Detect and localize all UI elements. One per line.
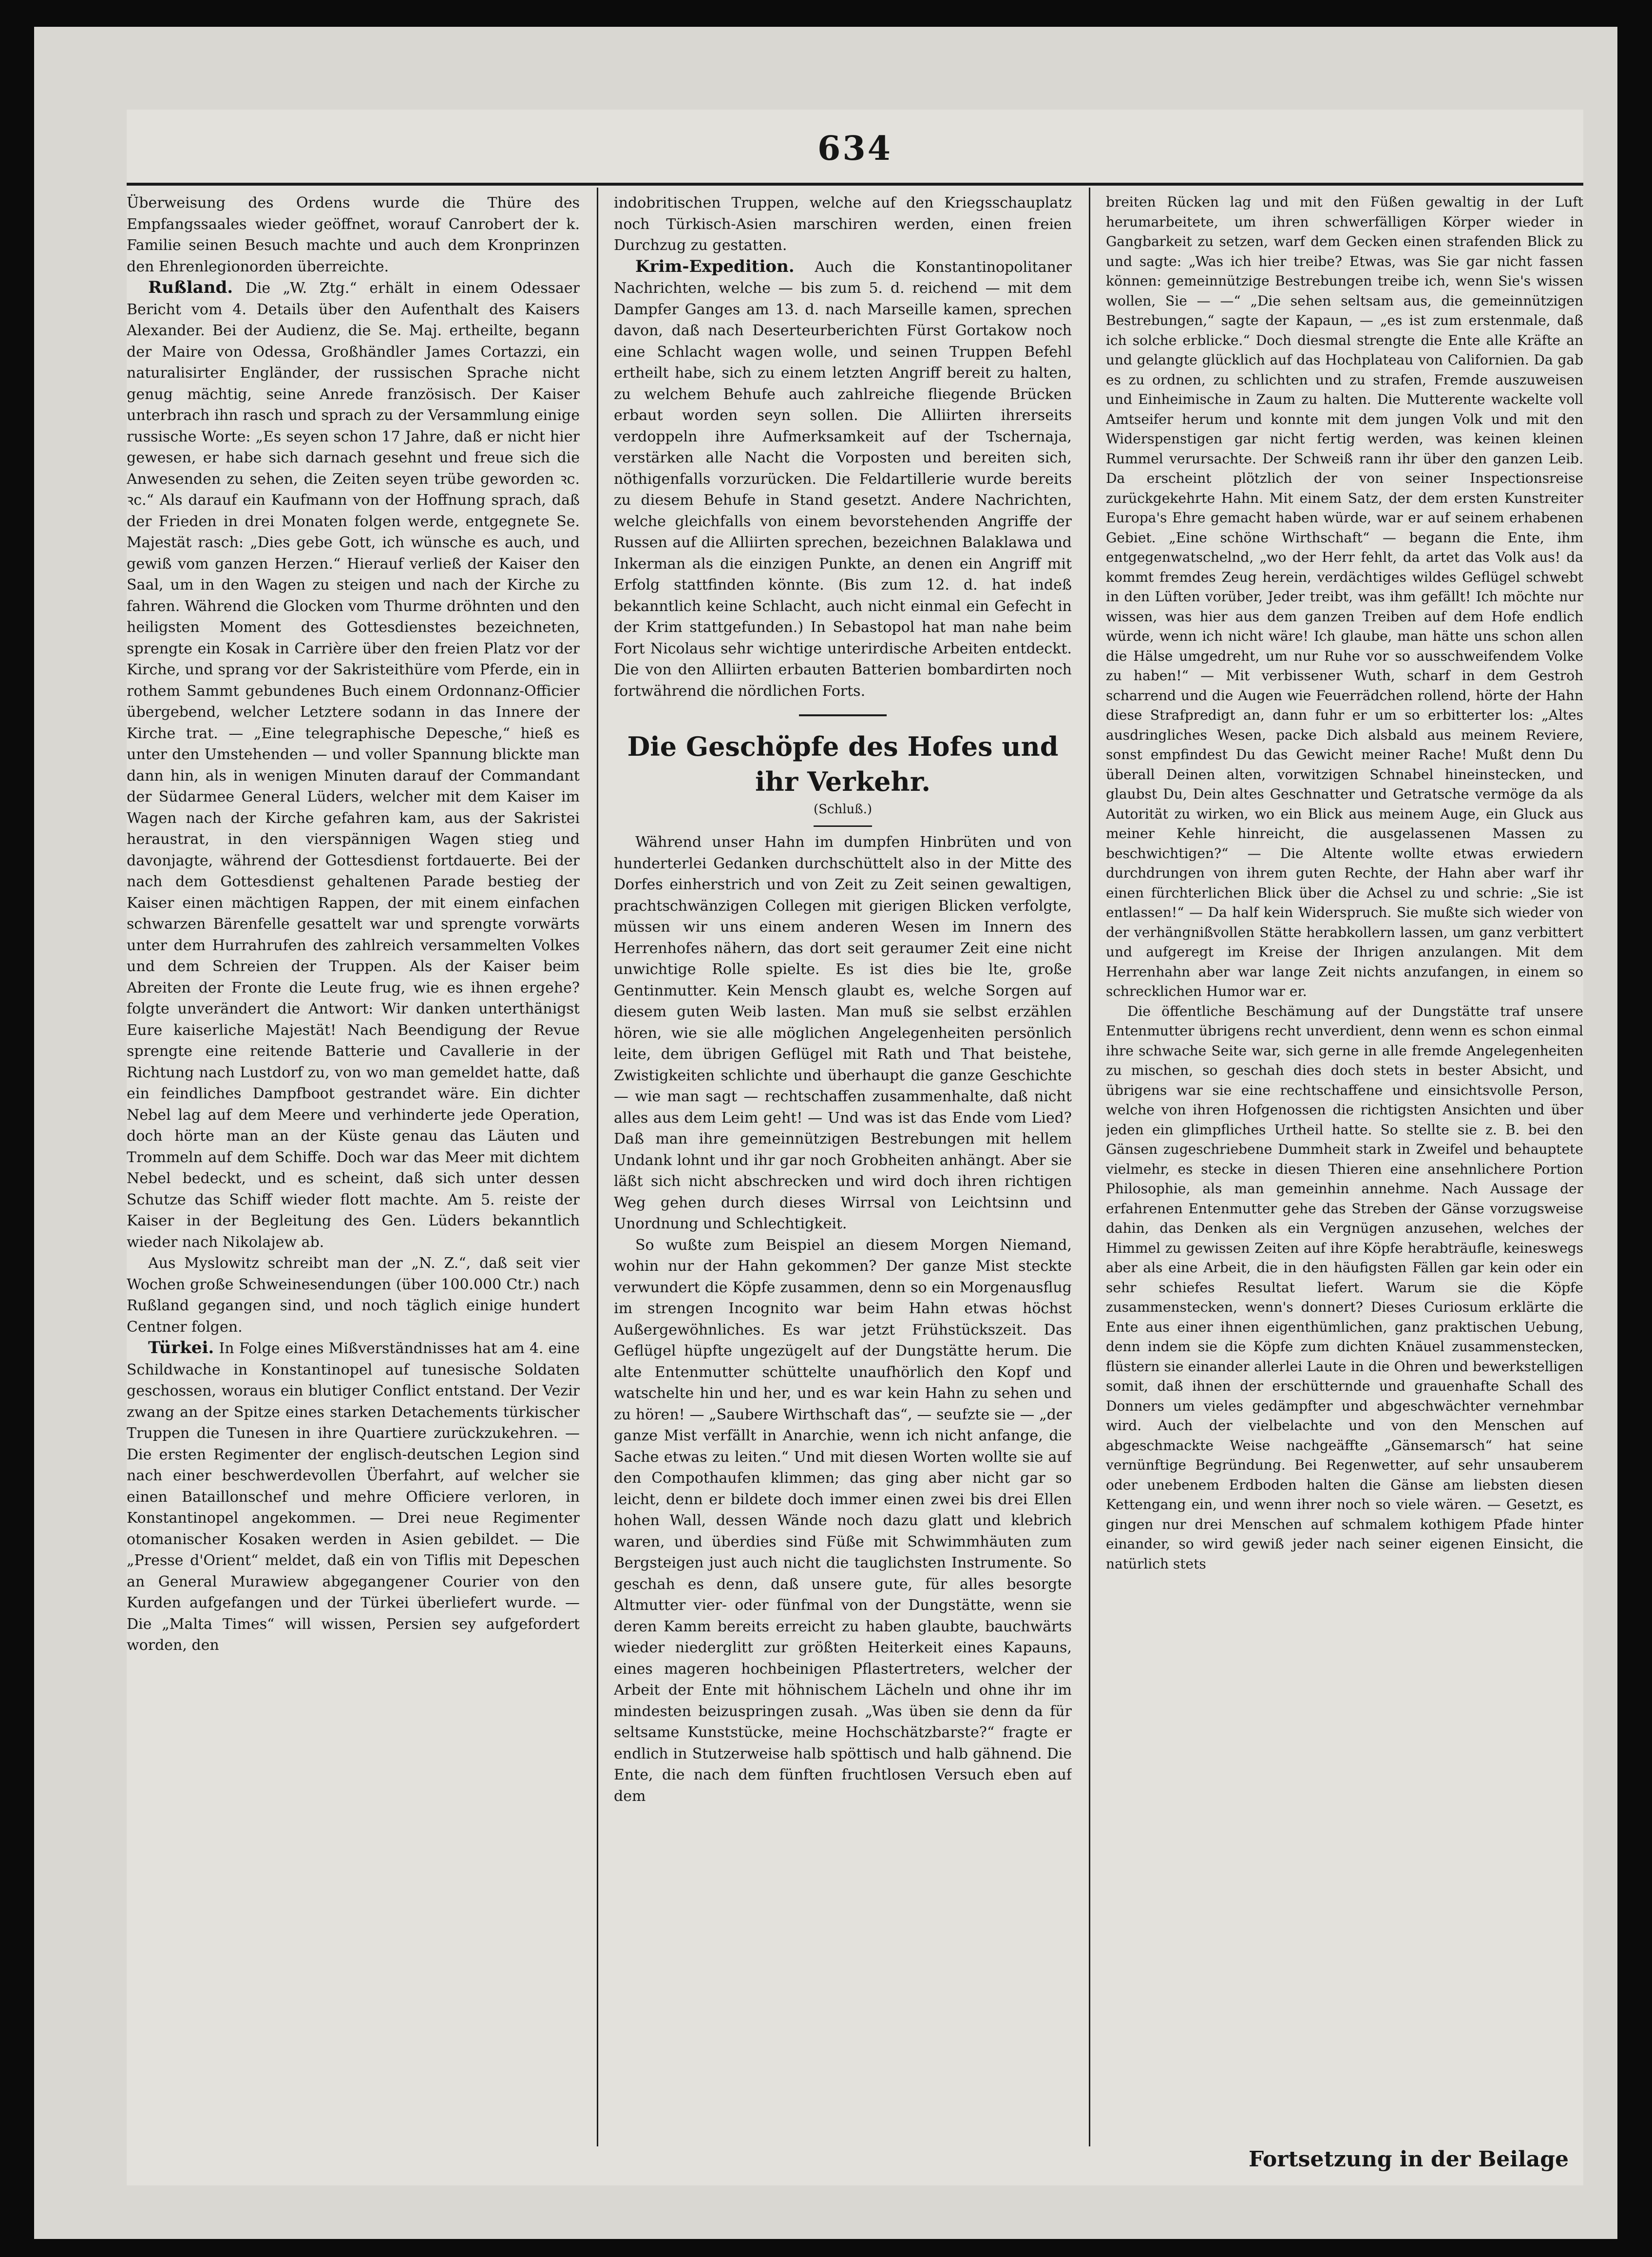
header-rule <box>127 183 1583 186</box>
continued-note: Fortsetzung in der Beilage <box>1249 2147 1569 2172</box>
page-number: 634 <box>817 129 892 168</box>
article-subtitle: (Schluß.) <box>813 802 873 817</box>
column-3 <box>1106 192 1583 2146</box>
paragraph: Krim-Expedition. Auch die Konstantinopolitaner Nachrichten, welche — bis zum 5. d. reichend — mit dem Dampfer Ganges am 13. d. nach Marseille kamen, sprechen davon, daß nach Deserteurberichten Fürst Gortakow noch eine Schlacht wagen wolle, und seinen Truppen Befehl ertheilt habe, sich zu einem letzten Angriff bereit zu halten, zu welchem Behufe auch zahlreiche fliegende Brücken erbaut worden seyn sollen. Die Alliirten ihrerseits verdoppeln ihre Aufmerksamkeit auf der Tschernaja, verstärken alle Nacht die Vorposten und bereiten sich, nöthigenfalls vorzurücken. Die Feldartillerie wurde bereits zu diesem Behufe in Stand gesetzt. Andere Nachrichten, welche gleichfalls von einem bevorstehenden Angriffe der Russen auf die Alliirten sprechen, bezeichnen Balaklawa und Inkerman als die einzigen Punkte, an denen ein Angriff mit Erfolg stattfinden könnte. (Bis zum 12. d. hat indeß bekanntlich keine Schlacht, auch nicht einmal ein Gefecht in der Krim stattgefunden.) In Sebastopol hat man nahe beim Fort Nicolaus sehr wichtige unterirdische Arbeiten entdeckt. Die von den Alliirten erbauten Batterien bombardirten noch fortwährend die nördlichen Forts. <box>614 256 1072 700</box>
scanned-sheet <box>34 27 1617 2239</box>
column-2 <box>614 192 1072 2146</box>
paragraph: Türkei. In Folge eines Mißverständnisses hat am 4. eine Schildwache in Konstantinopel auf tunesische Soldaten geschossen, woraus ein blutiger Conflict entstand. Der Vezir zwang an der Spitze eines starken Detachements türkischer Truppen die Tunesen in ihre Quartiere zurückzukehren. — Die ersten Regimenter der englisch-deutschen Legion sind nach einer beschwerdevollen Überfahrt, auf welcher sie einen Bataillonschef und mehre Officiere verloren, in Konstantinopel angekommen. — Drei neue Regimenter otomanischer Kosaken werden in Asien gebildet. — Die „Presse d'Orient“ meldet, daß ein von Tiflis mit Depeschen an General Murawiew abgegangener Courier von den Kurden aufgefangen und der Türkei überliefert wurde. — Die „Malta Times“ will wissen, Persien sey aufgefordert worden, den <box>127 1338 580 1654</box>
newspaper-page <box>127 110 1583 2185</box>
article-title: Die Geschöpfe des Hofes und ihr Verkehr. <box>627 731 1059 797</box>
title-rule <box>814 825 872 827</box>
paragraph: breiten Rücken lag und mit den Füßen gewaltig in der Luft herumarbeitete, um ihren schwerfälligen Körper wieder in Gangbarkeit zu setzen, warf dem Gecken einen strafenden Blick zu und sagte: „Was ich hier treibe? Etwas, was Sie gar nicht fassen können: gemeinnützige Bestrebungen treibe ich, wenn Sie's wissen wollen, Sie — —“ „Die sehen seltsam aus, die gemeinnützigen Bestrebungen,“ sagte der Kapaun, — „es ist zum erstenmale, daß ich solche erblicke.“ Doch diesmal strengte die Ente alle Kräfte an und gelangte glücklich auf das Hochplateau von Californien. Da gab es zu ordnen, zu schlichten und zu strafen, Fremde auszuweisen und Einheimische in Zaum zu halten. Die Mutterente wackelte voll Amtseifer herum und konnte mit dem jungen Volk und mit den Widerspenstigen gar nicht fertig werden, was keinen kleinen Rummel verursachte. Der Schweiß rann ihr über den ganzen Leib. Da erscheint plötzlich der von seiner Inspectionsreise zurückgekehrte Hahn. Mit einem Satz, der dem ersten Kunstreiter Europa's Ehre gemacht haben würde, war er auf seinem erhabenen Gebiet. „Eine schöne Wirthschaft“ — begann die Ente, ihm entgegenwatschelnd, „wo der Herr fehlt, da artet das Volk aus! da kommt fremdes Zeug herein, verdächtiges wildes Geflügel schwebt in den Lüften vorüber, Jeder treibt, was ihm gefällt! Ich möchte nur wissen, was hier aus dem ganzen Treiben auf dem Hofe endlich würde, wenn ich nicht wäre! Ich glaube, man hätte uns schon allen die Hälse umgedreht, um nur Ruhe vor so ausschweifendem Volke zu haben!“ — Mit verbissener Wuth, scharf in dem Gestroh scharrend und die Augen wie Feuerrädchen rollend, hörte der Hahn diese Strafpredigt an, dann fuhr er um so erbitterter los: „Altes ausdringliches Wesen, packe Dich alsbald aus meinem Reviere, sonst empfindest Du das Gewicht meiner Rache! Mußt denn Du überall Deinen alten, vorwitzigen Schnabel hineinstecken, und glaubst Du, Dein altes Geschnatter und Getratsche vermöge da als Autorität zu wirken, wo ein Blick aus meinem Auge, ein Gluck aus meiner Kehle hinreicht, die ausgelassenen Massen zu beschwichtigen?“ — Die Altente wollte etwas erwiedern durchdrungen von ihrem guten Rechte, der Hahn aber warf ihr einen fürchterlichen Blick über die Achsel zu und schrie: „Sie ist entlassen!“ — Da half kein Widerspruch. Sie mußte sich wieder von der verhängnißvollen Stätte herabkollern lassen, um ganz verbittert und aufgeregt im Kreise der Ihrigen anzulangen. Mit dem Herrenhahn aber war lange Zeit nichts anzufangen, in einem so schrecklichen Humor war er. <box>1106 194 1583 999</box>
paragraph: Aus Myslowitz schreibt man der „N. Z.“, daß seit vier Wochen große Schweinesendungen (über 100.000 Ctr.) nach Rußland gegangen sind, und noch täglich einige hundert Centner folgen. <box>127 1255 580 1336</box>
paragraph: Rußland. Die „W. Ztg.“ erhält in einem Odessaer Bericht vom 4. Details über den Aufenthalt des Kaisers Alexander. Bei der Audienz, die Se. Maj. ertheilte, begann der Maire von Odessa, Großhändler James Cortazzi, ein naturalisirter Engländer, der russischen Sprache nicht genug mächtig, seine Anrede französisch. Der Kaiser unterbrach ihn rasch und sprach zu der Versammlung einige russische Worte: „Es seyen schon 17 Jahre, daß er nicht hier gewesen, er habe sich darnach gesehnt und freue sich die Anwesenden zu sehen, die Zeiten seyen trübe geworden ꝛc. ꝛc.“ Als darauf ein Kaufmann von der Hoffnung sprach, daß der Frieden in drei Monaten folgen werde, entgegnete Se. Majestät rasch: „Dies gebe Gott, ich wünsche es auch, und gewiß vom ganzen Herzen.“ Hierauf verließ der Kaiser den Saal, um in den Wagen zu steigen und nach der Kirche zu fahren. Während die Glocken vom Thurme dröhnten und den heiligsten Moment des Gottesdienstes bezeichneten, sprengte ein Kosak in Carrière über den freien Platz vor der Kirche, und sprang vor der Sakristeithüre vom Pferde, ein in rothem Sammt gebundenes Buch einem Ordonnanz-Officier übergebend, welcher Letztere sodann in das Innere der Kirche trat. — „Eine telegraphische Depesche,“ hieß es unter den Umstehenden — und voller Spannung blickte man dann hin, als in wenigen Minuten darauf der Commandant der Südarmee General Lüders, welcher mit dem Kaiser im Wagen nach der Kirche gefahren kam, aus der Sakristei heraustrat, in den vierspännigen Wagen stieg und davonjagte, während der Gottesdienst fortdauerte. Bei der nach dem Gottesdienst gehaltenen Parade bestieg der Kaiser einen mächtigen Rappen, der mit einem einfachen schwarzen Bärenfelle gesattelt war und sprengte vorwärts unter dem Hurrahrufen des zahlreich versammelten Volkes und dem Schreien der Truppen. Als der Kaiser beim Abreiten der Fronte die Leute frug, wie es ihnen ergehe? folgte unverändert die Antwort: Wir danken unterthänigst Eure kaiserliche Majestät! Nach Beendigung der Revue sprengte eine reitende Batterie und Cavallerie in der Richtung nach Lustdorf zu, von wo man gemeldet hatte, daß ein feindliches Dampfboot gestrandet wäre. Ein dichter Nebel lag auf dem Meere und verhinderte jede Operation, doch hörte man an der Küste genau das Läuten und Trommeln auf dem Schiffe. Doch war das Meer mit dichtem Nebel bedeckt, und es scheint, daß sich unter dessen Schutze das Schiff wieder flott machte. Am 5. reiste der Kaiser in der Begleitung des Gen. Lüders bekanntlich wieder nach Nikolajew ab. <box>127 278 580 1251</box>
paragraph: Während unser Hahn im dumpfen Hinbrüten und von hunderterlei Gedanken durchschüttelt also in der Mitte des Dorfes einherstrich und von Zeit zu Zeit seinen gewaltigen, prachtschwänzigen Collegen mit gierigen Blicken verfolgte, müssen wir uns einem anderen Wesen im Innern des Herrenhofes nähern, das dort seit geraumer Zeit eine nicht unwichtige Rolle spielte. Es ist dies bie lte, große Gentinmutter. Kein Mensch glaubt es, welche Sorgen auf diesem guten Weib lasten. Man muß sie selbst erzählen hören, wie sie alle möglichen Angelegenheiten persönlich leite, dem übrigen Geflügel mit Rath und That beistehe, Zwistigkeiten schlichte und überhaupt die ganze Geschichte — wie man sagt — rechtschaffen zusammenhalte, daß nicht alles aus dem Leim geht! — Und was ist das Ende vom Lied? Daß man ihre gemeinnützigen Bestrebungen mit hellem Undank lohnt und ihr gar noch Grobheiten anhängt. Aber sie läßt sich nicht abschrecken und wird doch ihren richtigen Weg gehen durch dieses Wirrsal von Leichtsinn und Unordnung und Schlechtigkeit. <box>614 834 1072 1232</box>
paragraph: indobritischen Truppen, welche auf den Kriegsschauplatz noch Türkisch-Asien marschiren werden, einen freien Durchzug zu gestatten. <box>614 194 1072 254</box>
paragraph: Überweisung des Ordens wurde die Thüre des Empfangssaales wieder geöffnet, worauf Canrobert der k. Familie seinen Besuch machte und auch dem Kronprinzen den Ehrenlegionorden überreichte. <box>127 194 580 275</box>
column-rule <box>1089 188 1090 2146</box>
column-1 <box>127 192 580 2146</box>
column-rule <box>597 188 598 2146</box>
section-separator <box>799 714 887 716</box>
section-heading: Krim-Expedition. <box>635 256 795 276</box>
section-heading: Türkei. <box>148 1338 214 1358</box>
paragraph: So wußte zum Beispiel an diesem Morgen Niemand, wohin nur der Hahn gekommen? Der ganze Mist steckte verwundert die Köpfe zusammen, denn so ein Morgenausflug im strengen Incognito war beim Hahn etwas höchst Außergewöhnliches. Es war jetzt Frühstückszeit. Das Geflügel hüpfte ungezügelt auf der Dungstätte herum. Die alte Entenmutter schüttelte unaufhörlich den Kopf und watschelte hin und her, und es war kein Hahn zu sehen und zu hören! — „Saubere Wirthschaft das“, — seufzte sie — „der ganze Mist verfällt in Anarchie, wenn ich nicht anfange, die Sache etwas zu leiten.“ Und mit diesen Worten wollte sie auf den Compothaufen klimmen; das ging aber nicht gar so leicht, denn er bildete doch immer einen zwei bis drei Ellen hohen Wall, dessen Wände noch dazu glatt und klebrich waren, und überdies sind Füße mit Schwimmhäuten zum Bergsteigen just auch nicht die tauglichsten Instrumente. So geschah es denn, daß unsere gute, für alles besorgte Altmutter vier- oder fünfmal von der Dungstätte, wenn sie deren Kamm bereits erreicht zu haben glaubte, bauchwärts wieder niederglitt zur größten Heiterkeit eines Kapauns, eines mageren hochbeinigen Pflastertreters, welcher der Arbeit der Ente mit höhnischem Lächeln und ohne ihr im mindesten beizuspringen zusah. „Was üben sie denn da für seltsame Kunststücke, meine Hochschätzbarste?“ fragte er endlich in Stutzerweise halb spöttisch und halb gähnend. Die Ente, die nach dem fünften fruchtlosen Versuch eben auf dem <box>614 1236 1072 1805</box>
paragraph: Die öffentliche Beschämung auf der Dungstätte traf unsere Entenmutter übrigens recht unverdient, denn wenn es schon einmal ihre schwache Seite war, sich gerne in alle fremde Angelegenheiten zu mischen, so geschah dies doch stets in bester Absicht, und übrigens war sie eine rechtschaffene und einsichtsvolle Person, welche von ihren Hofgenossen die richtigsten Ansichten und über jeden ein glimpfliches Urtheil hatte. So stellte sie z. B. bei den Gänsen zugeschriebene Dummheit stark in Zweifel und behauptete vielmehr, es stecke in diesen Thieren eine ansehnlichere Portion Philosophie, als man gemeinhin annehme. Nach Aussage der erfahrenen Entenmutter gehe das Streben der Gänse vorzugsweise dahin, das Denken als ein Vergnügen anzusehen, welches der Himmel zu gewissen Zeiten auf ihre Köpfe herabträufle, keineswegs aber als eine Arbeit, die in den häufigsten Fällen gar kein oder ein sehr schiefes Resultat liefert. Warum sie die Köpfe zusammenstecken, wenn's donnert? Dieses Curiosum erklärte die Ente aus einer ihnen eigenthümlichen, ganz praktischen Uebung, denn indem sie die Köpfe zum dichten Knäuel zusammenstecken, flüstern sie einander allerlei Laute in die Ohren und bewerkstelligen somit, daß ihnen der erschütternde und grauenhafte Schall des Donners um vieles gedämpfter und abgeschwächter vernehmbar wird. Auch der vielbelachte und von den Menschen auf abgeschmackte Weise nachgeäffte „Gänsemarsch“ hat seine vernünftige Begründung. Bei Regenwetter, auf sehr unsauberem oder unebenem Erdboden halten die Gänse am liebsten diesen Kettengang ein, und wenn ihrer noch so viele wären. — Gesetzt, es gingen nur drei Menschen auf schmalem kothigem Pfade hinter einander, so wird gewiß jeder nach seiner eigenen Einsicht, die natürlich stets <box>1106 1003 1583 1572</box>
section-heading: Rußland. <box>148 278 233 297</box>
